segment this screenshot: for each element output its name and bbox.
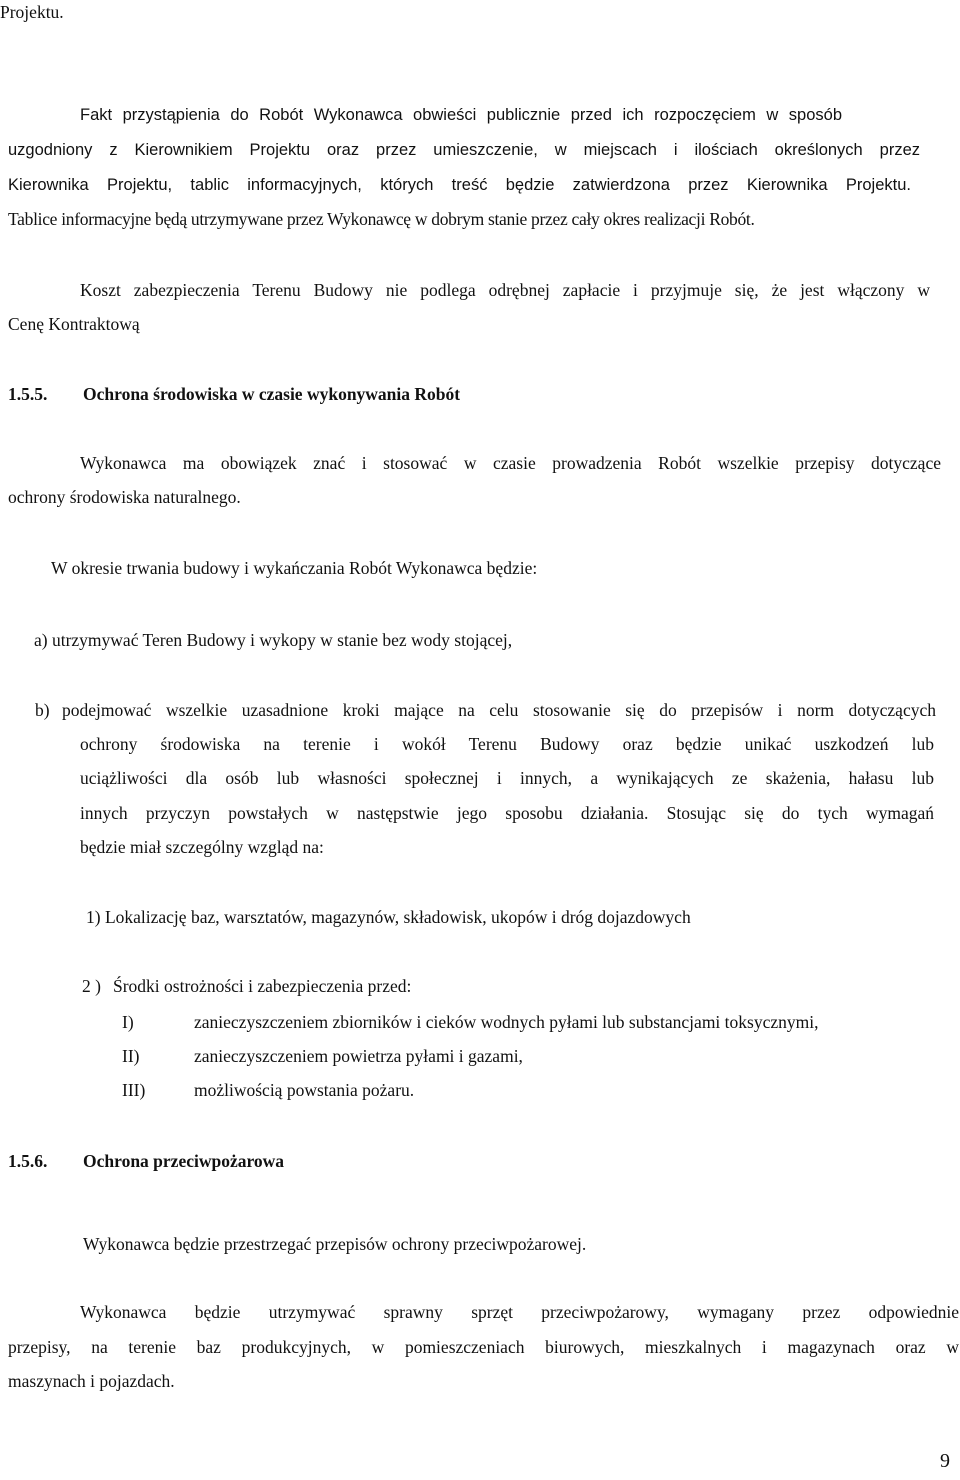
roman-item-1-text: zanieczyszczeniem zbiorników i cieków wodnych pyłami lub substancjami toksycznymi, (194, 1012, 819, 1032)
list-item-b-marker: b) (35, 700, 50, 720)
paragraph-3-line-1: Wykonawca ma obowiązek znać i stosować w czasie prowadzenia Robót wszelkie przepisy dotyczące (80, 453, 941, 473)
section-title: Ochrona przeciwpożarowa (83, 1151, 285, 1171)
paragraph-1-line-4: Tablice informacyjne będą utrzymywane przez Wykonawcę w dobrym stanie przez cały okres realizacji Robót. (8, 209, 755, 229)
section-number: 1.5.5. (8, 384, 48, 404)
list-item-b-line-5: będzie miał szczególny wzgląd na: (80, 837, 324, 857)
sublist-item-1: 1) Lokalizację baz, warsztatów, magazynów, składowisk, ukopów i dróg dojazdowych (86, 907, 691, 927)
paragraph-6-line-3: maszynach i pojazdach. (8, 1371, 175, 1391)
list-item-b-line-4: innych przyczyn powstałych w następstwie jego sposobu działania. Stosując się do tych wymagań (80, 803, 934, 823)
section-number: 1.5.6. (8, 1151, 48, 1171)
paragraph-6-line-2: przepisy, na terenie baz produkcyjnych, w pomieszczeniach biurowych, mieszkalnych i magazynach oraz w (8, 1337, 959, 1357)
roman-item-3-marker: III) (122, 1080, 146, 1100)
paragraph-1-line-1: Fakt przystąpienia do Robót Wykonawca obwieści publicznie przed ich rozpoczęciem w sposób (80, 106, 842, 124)
paragraph-3-line-2: ochrony środowiska naturalnego. (8, 487, 241, 507)
roman-item-2-marker: II) (122, 1046, 140, 1066)
page-number: 9 (940, 1450, 950, 1472)
list-item-b-line-3: uciążliwości dla osób lub własności społecznej i innych, a wynikających ze skażenia, hałasu lub (80, 768, 934, 788)
list-item-b-line-1: podejmować wszelkie uzasadnione kroki mające na celu stosowanie się do przepisów i norm dotyczących (62, 700, 936, 720)
list-item-a: a) utrzymywać Teren Budowy i wykopy w stanie bez wody stojącej, (34, 630, 513, 650)
list-item-b-line-2: ochrony środowiska na terenie i wokół Terenu Budowy oraz będzie unikać uszkodzeń lub (80, 734, 934, 754)
paragraph-2-line-2: Cenę Kontraktową (8, 314, 140, 334)
paragraph-1-line-3: Kierownika Projektu, tablic informacyjnych, których treść będzie zatwierdzona przez Kierownika Projektu. (8, 176, 911, 194)
continued-text: Projektu. (0, 2, 64, 22)
sublist-item-2-text: Środki ostrożności i zabezpieczenia przed: (113, 976, 412, 996)
paragraph-1-line-2: uzgodniony z Kierownikiem Projektu oraz przez umieszczenie, w miejscach i ilościach określonych przez (8, 141, 920, 159)
roman-item-3-text: możliwością powstania pożaru. (194, 1080, 415, 1100)
section-title: Ochrona środowiska w czasie wykonywania Robót (83, 384, 461, 404)
list-intro: W okresie trwania budowy i wykańczania Robót Wykonawca będzie: (51, 558, 538, 578)
roman-item-2-text: zanieczyszczeniem powietrza pyłami i gazami, (194, 1046, 523, 1066)
roman-item-1-marker: I) (122, 1012, 134, 1032)
paragraph-2-line-1: Koszt zabezpieczenia Terenu Budowy nie podlega odrębnej zapłacie i przyjmuje się, że jest włączony w (80, 280, 930, 300)
paragraph-6-line-1: Wykonawca będzie utrzymywać sprawny sprzęt przeciwpożarowy, wymagany przez odpowiednie (80, 1302, 959, 1322)
sublist-item-2-marker: 2 ) (82, 976, 101, 996)
paragraph-5: Wykonawca będzie przestrzegać przepisów ochrony przeciwpożarowej. (83, 1234, 587, 1254)
